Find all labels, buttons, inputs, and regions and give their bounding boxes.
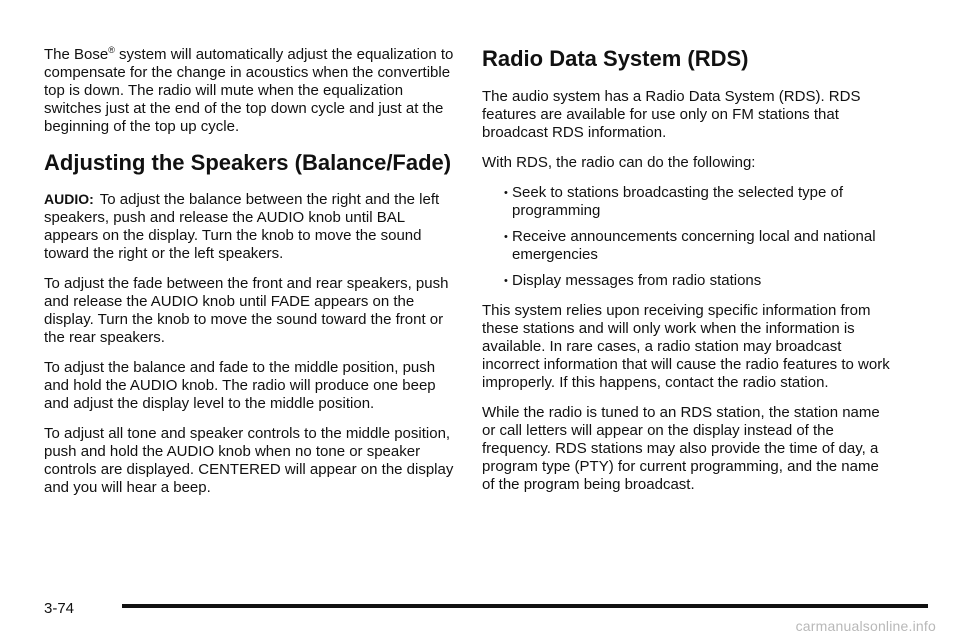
rds-capabilities-paragraph: With RDS, the radio can do the following: (482, 154, 756, 171)
bullet-icon: • (504, 187, 508, 199)
page-footer (44, 598, 960, 618)
footer-divider (122, 604, 928, 608)
bullet-icon: • (504, 275, 508, 287)
middle-position-paragraph: To adjust the balance and fade to the middle position, push and hold the AUDIO knob. The radio will produce one beep and adjust the display level to the middle position. (44, 359, 436, 412)
intro-paragraph (44, 46, 454, 136)
left-column (44, 46, 454, 509)
registered-mark: ® (108, 45, 115, 55)
rds-intro-paragraph: The audio system has a Radio Data System (RDS). RDS features are available for use only on FM stations that broadcast RDS information. (482, 88, 861, 141)
intro-text-start: The Bose (44, 46, 109, 63)
list-item (506, 184, 892, 220)
rds-reliance-paragraph: This system relies upon receiving specific information from these stations and will only work when the information is available. In rare cases, a radio station may broadcast incorrect information that will cause the radio features to work improperly. If this happens, contact the radio station. (482, 302, 890, 391)
section-heading-balance-fade: Adjusting the Speakers (Balance/Fade) (44, 150, 452, 175)
audio-label: AUDIO: (44, 191, 94, 207)
centered-paragraph: To adjust all tone and speaker controls to the middle position, push and hold the AUDIO knob when no tone or speaker controls are displayed. CENTERED will appear on the display and you will hear a beep. (44, 425, 454, 496)
rds-station-name-paragraph: While the radio is tuned to an RDS station, the station name or call letters will appear on the display instead of the frequency. RDS stations may also provide the time of day, a program type (PTY) for current programming, and the name of the program being broadcast. (482, 404, 880, 493)
list-item-text: Seek to stations broadcasting the selected type of programming (512, 184, 844, 219)
audio-text: To adjust the balance between the right and the left speakers, push and release the AUDIO knob until BAL appears on the display. Turn the knob to move the sound toward the right or the left speakers. (44, 191, 440, 262)
watermark: carmanualsonline.info (795, 618, 936, 634)
list-item (506, 272, 892, 290)
right-column (482, 46, 892, 506)
list-item-text: Display messages from radio stations (512, 272, 762, 289)
audio-paragraph (44, 190, 454, 263)
bullet-icon: • (504, 231, 508, 243)
list-item-text: Receive announcements concerning local and national emergencies (512, 228, 876, 263)
intro-text-rest: system will automatically adjust the equalization to compensate for the change in acoustics when the convertible top is down. The radio will mute when the equalization switches just at the end of the top down cycle and just at the beginning of the top up cycle. (44, 46, 454, 135)
list-item (506, 228, 892, 264)
rds-feature-list (482, 184, 892, 290)
section-heading-rds: Radio Data System (RDS) (482, 46, 749, 71)
page-number: 3-74 (44, 600, 75, 617)
fade-paragraph: To adjust the fade between the front and rear speakers, push and release the AUDIO knob until FADE appears on the display. Turn the knob to move the sound toward the front or the rear speakers. (44, 275, 449, 346)
